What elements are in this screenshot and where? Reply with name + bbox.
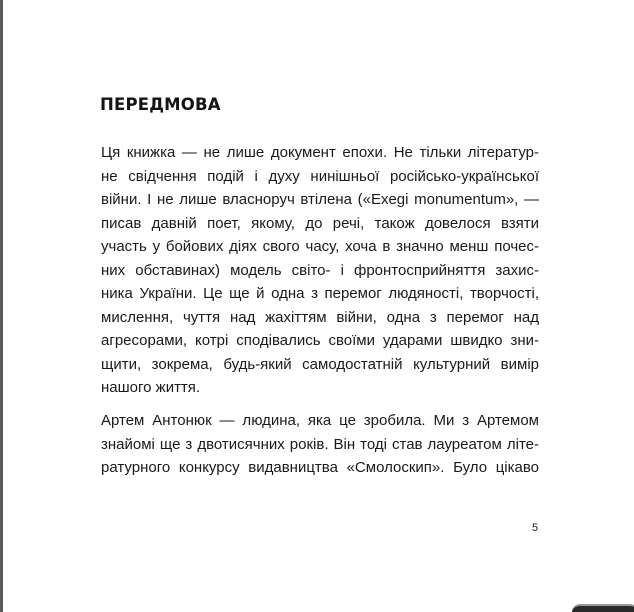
paragraph-2: [101, 409, 539, 480]
text-line: нашого життя.: [101, 379, 201, 396]
text-line: ратурного конкурсу видавництва «Смолоскип». Було цікаво: [101, 459, 539, 476]
text-line: них обставинах) модель світо- і фронтосприйняття захис-: [101, 261, 539, 279]
text-line: Ця книжка — не лише документ епохи. Не тільки літератур-: [101, 144, 539, 161]
text-line: не свідчення подій і духу нинішньої російсько-української: [101, 167, 539, 185]
text-line: щити, зокрема, будь-який самодостатній культурний вимір: [101, 355, 539, 373]
text-line: ника України. Це ще й одна з перемог людяності, творчості,: [101, 285, 539, 302]
section-heading: ПЕРЕДМОВА: [100, 95, 221, 114]
text-line: війни. І не лише власноруч втілена («Exegi monumentum», —: [101, 191, 539, 208]
document-page: [3, 0, 634, 612]
page-number: 5: [532, 522, 539, 534]
text-line: участь у бойових діях свого часу, хоча в значно менш почес-: [101, 238, 539, 255]
text-line: Артем Антонюк — людина, яка це зробила. Ми з Артемом: [101, 412, 539, 429]
text-line: мислення, чуття над жахіттям війни, одна з перемог над: [101, 308, 539, 326]
paragraph-1: [101, 141, 539, 400]
text-line: агресорами, котрі сподівались своїми ударами швидко зни-: [101, 332, 539, 349]
scroll-handle[interactable]: [572, 604, 634, 612]
text-line: писав давній поет, якому, до речі, також довелося взяти: [101, 214, 539, 232]
text-line: знайомі ще з двотисячних років. Він тоді став лауреатом літе-: [101, 435, 539, 453]
